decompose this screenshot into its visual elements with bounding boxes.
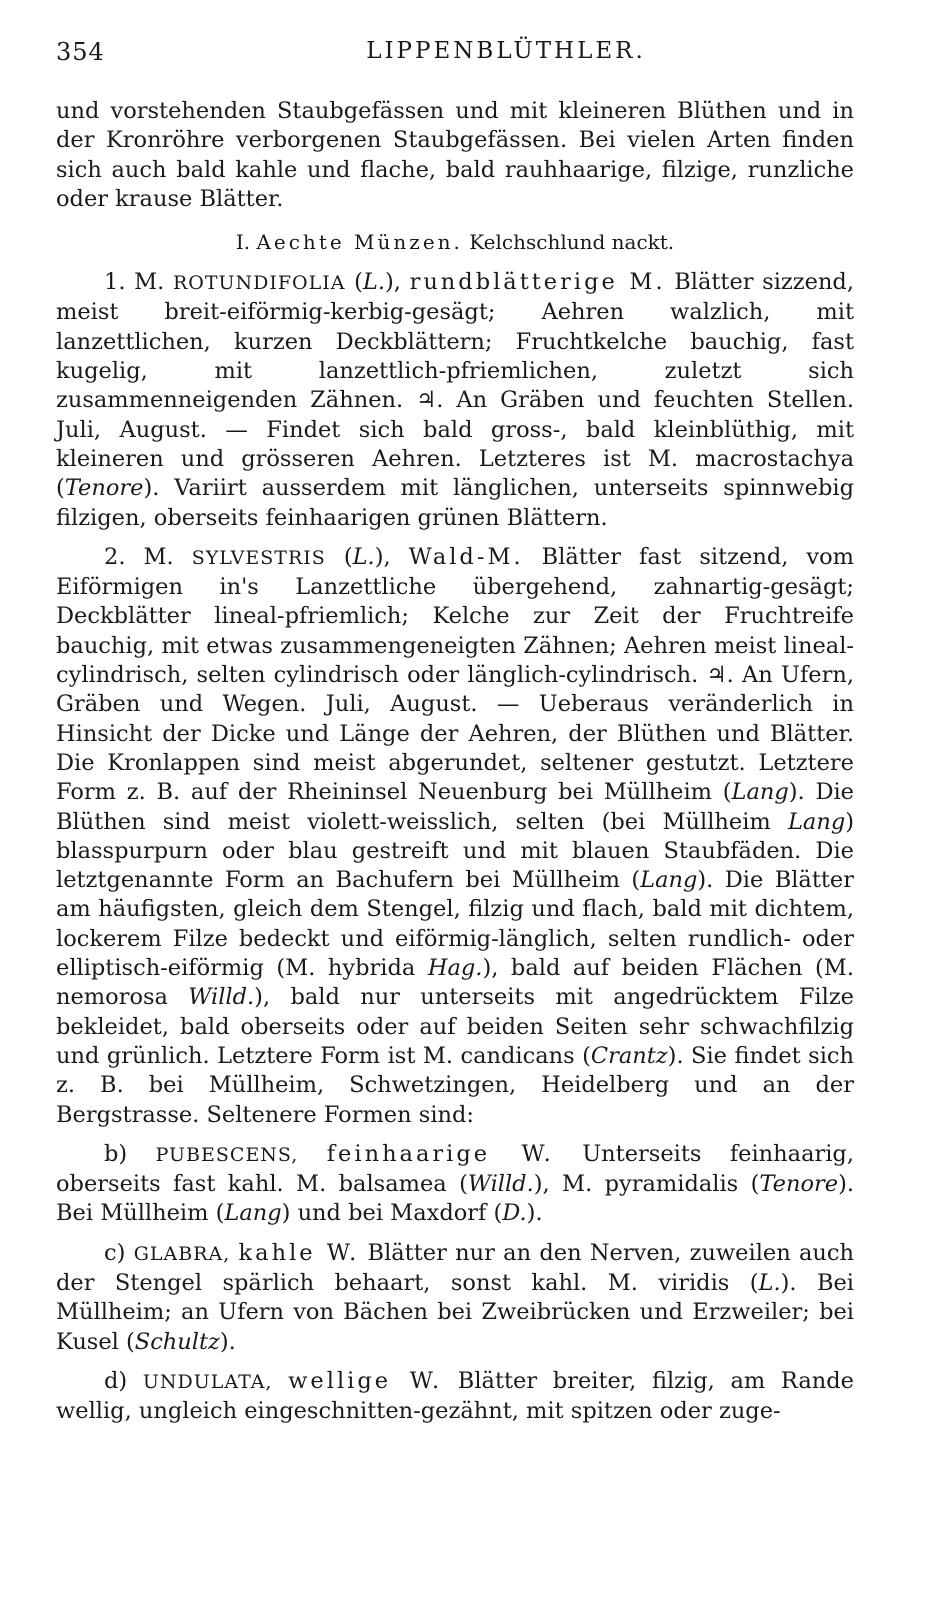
- species-author: L.: [352, 543, 375, 570]
- authority-ref: Lang: [731, 779, 789, 806]
- author-open: (: [345, 269, 363, 296]
- common-name: rundblätterige M.: [409, 269, 666, 296]
- authority-ref: Willd.: [467, 1171, 534, 1198]
- description-text: ), bald auf beiden Flächen (M. nemorosa: [56, 955, 854, 1011]
- authority-ref: Tenore: [759, 1171, 839, 1198]
- common-name: Wald-M.: [408, 543, 524, 570]
- page-header: [56, 38, 856, 78]
- section-title: Aechte Münzen.: [256, 230, 463, 255]
- common-name: kahle W.: [238, 1239, 360, 1266]
- description-text: ).: [219, 1328, 236, 1355]
- running-title: LIPPENBLÜTHLER.: [366, 38, 646, 64]
- variety-name: UNDULATA,: [142, 1370, 273, 1393]
- author-close: ),: [385, 269, 410, 296]
- authority-ref: Hag.: [427, 955, 483, 982]
- paragraph-gap: [56, 1357, 854, 1367]
- description-text: ).: [526, 1200, 543, 1227]
- body-text: [56, 97, 854, 1426]
- species-number: 1. M.: [104, 269, 165, 296]
- authority-ref: Lang: [224, 1200, 282, 1227]
- section-number: I.: [235, 230, 251, 255]
- authority-ref: L.: [758, 1269, 781, 1296]
- section-subtitle: Kelchschlund nackt.: [469, 230, 675, 255]
- variety-label: c): [104, 1239, 126, 1266]
- description-text: ) blasspurpurn oder blau gestreift und mit blauen Staubfäden. Die letztgenannte Form an Bachufern bei Müllheim (: [56, 808, 854, 894]
- species-paragraph-rotundifolia: [56, 268, 854, 533]
- variety-paragraph-pubescens: [56, 1140, 854, 1229]
- authority-ref: Crantz: [590, 1042, 668, 1069]
- paragraph-gap: [56, 1130, 854, 1140]
- species-name: SYLVESTRIS: [191, 546, 326, 569]
- species-author: L.: [362, 269, 385, 296]
- variety-paragraph-glabra: [56, 1239, 854, 1357]
- description-text: Blätter breiter, filzig, am Rande wellig, ungleich eingeschnitten-gezähnt, mit spitzen oder zuge-: [56, 1367, 854, 1425]
- author-close: ),: [374, 543, 409, 570]
- author-open: (: [325, 543, 353, 570]
- description-text: ). Bei Müllheim; an Ufern von Bächen bei Zweibrücken und Erzweiler; bei Kusel (: [56, 1269, 854, 1355]
- description-text: Blätter nur an den Nerven, zuweilen auch der Stengel spärlich behaart, sonst kahl. M. viridis (: [56, 1239, 854, 1296]
- authority-ref: Lang: [787, 808, 846, 835]
- species-name: ROTUNDIFOLIA: [172, 272, 346, 295]
- authority-ref: Lang: [640, 867, 698, 894]
- authority-ref: Tenore: [64, 475, 144, 502]
- paragraph-gap: [56, 1229, 854, 1239]
- description-text: Unterseits feinhaarig, oberseits fast kahl. M. balsamea (: [56, 1140, 854, 1198]
- intro-paragraph: und vorstehenden Staubgefässen und mit kleineren Blüthen und in der Kronröhre verborgenen Staubgefässen. Bei vielen Arten finden sich auch bald kahle und flache, bald rauhhaarige, filzige, runzliche oder krause Blätter.: [56, 98, 854, 212]
- authority-ref: D.: [502, 1200, 527, 1227]
- common-name: wellige W.: [288, 1367, 443, 1394]
- description-text: ). Bei Müllheim (: [56, 1171, 855, 1227]
- authority-ref: Schultz: [134, 1328, 220, 1355]
- section-heading: [56, 228, 854, 256]
- description-text: Blätter fast sitzend, vom Eiförmigen in's Lanzettliche übergehend, zahnartig-gesägt; Deckblätter lineal-pfriemlich; Kelche zur Zeit der Fruchtreife bauchig, mit etwas zusammengeneigten Zähnen; Aehren meist lineal-cylindrisch, selten cylindrisch oder länglich-cylindrisch. ♃. An Ufern, Gräben und Wegen. Juli, August. — Ueberaus veränderlich in Hinsicht der Dicke und Länge der Aehren, der Blüthen und Blätter. Die Kronlappen sind meist abgerundet, seltener gestutzt. Letztere Form z. B. auf der Rheininsel Neuenburg bei Müllheim (: [56, 543, 854, 806]
- description-text: ). Die Blüthen sind meist violett-weisslich, selten (bei Müllheim: [56, 779, 854, 835]
- common-name: feinhaarige W.: [326, 1140, 554, 1167]
- variety-label: d): [104, 1367, 128, 1394]
- description-text: ), M. pyramidalis (: [533, 1171, 760, 1198]
- description-text: ), bald nur unterseits mit angedrücktem Filze bekleidet, bald oberseits oder auf beiden Seiten sehr schwachfilzig und grünlich. Letztere Form ist M. candicans (: [56, 984, 854, 1069]
- species-number: 2. M.: [104, 543, 174, 570]
- description-text: Blätter sizzend, meist breit-eiförmig-kerbig-gesägt; Aehren walzlich, mit lanzettlichen, kurzen Deckblättern; Fruchtkelche bauchig, fast kugelig, mit lanzettlich-pfriemlichen, zuletzt sich zusammenneigenden Zähnen. ♃. An Gräben und feuchten Stellen. Juli, August. — Findet sich bald gross-, bald kleinblüthig, mit kleineren und grösseren Aehren. Letzteres ist M. macrostachya (: [56, 269, 854, 502]
- page-number: 354: [56, 38, 105, 66]
- paragraph-gap: [56, 533, 854, 543]
- description-text: ). Variirt ausserdem mit länglichen, unterseits spinnwebig filzigen, oberseits feinhaarigen grünen Blättern.: [56, 475, 854, 531]
- species-paragraph-sylvestris: [56, 543, 854, 1130]
- variety-paragraph-undulata: [56, 1367, 854, 1427]
- variety-label: b): [104, 1140, 128, 1167]
- authority-ref: Willd.: [188, 984, 255, 1011]
- description-text: ). Sie findet sich z. B. bei Müllheim, Schwetzingen, Heidelberg und an der Bergstrasse. Seltenere Formen sind:: [56, 1042, 854, 1128]
- variety-name: PUBESCENS,: [155, 1143, 299, 1166]
- description-text: ) und bei Maxdorf (: [281, 1200, 503, 1227]
- description-text: ). Die Blätter am häufigsten, gleich dem Stengel, filzig und flach, bald mit dichtem, lockerem Filze bedeckt und eiförmig-länglich, selten rundlich- oder elliptisch-eiförmig (M. hybrida: [56, 867, 854, 982]
- variety-name: GLABRA,: [133, 1242, 231, 1265]
